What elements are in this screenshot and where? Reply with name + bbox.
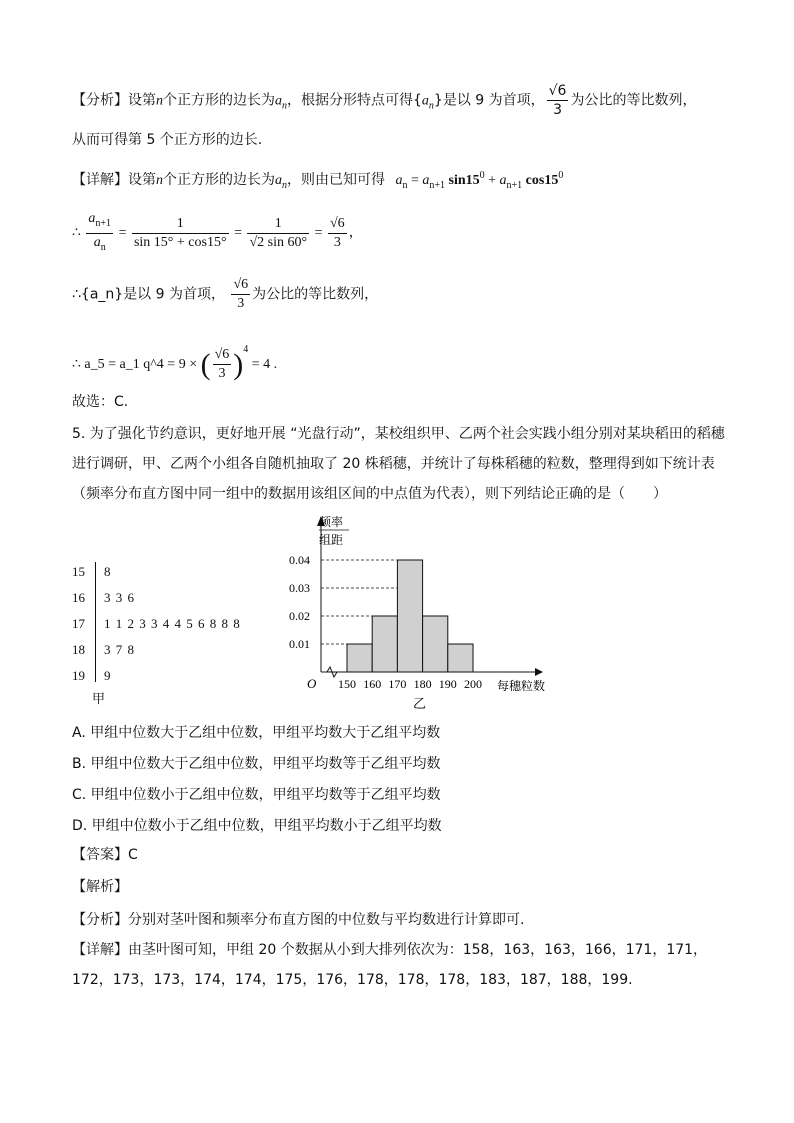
- detail4-line1: 【详解】设第n个正方形的边长为$a_n$，则由已知可得 $a_n = a_{n+1}$ $\sin 15^0 + a_{n+1}$ $\cos 15^0$: [72, 170, 564, 191]
- leaf-values: 1 1 2 3 3 4 4 5 6 8 8 8: [104, 616, 241, 631]
- x-tick-label: 180: [413, 677, 432, 691]
- histogram-bar: [397, 560, 422, 672]
- leaf-values: 9: [104, 668, 112, 683]
- choice-c[interactable]: C. 甲组中位数小于乙组中位数，甲组平均数等于乙组平均数: [72, 787, 441, 803]
- histogram-bar: [347, 644, 372, 672]
- leaf-values: 3 3 6: [104, 590, 135, 605]
- choice-b[interactable]: B. 甲组中位数大于乙组中位数，甲组平均数等于乙组平均数: [72, 756, 441, 772]
- y-tick-label: 0.02: [289, 609, 310, 623]
- analysis-label: 【分析】: [72, 92, 128, 109]
- y-tick-label: 0.04: [289, 553, 310, 567]
- ratio-fraction: $\frac{√6}{3}$: [548, 83, 567, 118]
- stem-leaf-caption: 甲: [92, 692, 106, 707]
- x-tick-label: 190: [438, 677, 457, 691]
- histogram-bar: [372, 616, 397, 672]
- leaf-values: 3 7 8: [104, 642, 135, 657]
- answer: 【答案】C: [72, 847, 138, 863]
- leaf-values: 8: [104, 564, 112, 579]
- histogram-bar: [448, 644, 473, 672]
- detail4-step3: ∴ a_5 = a_1 q^4 = 9 × ( $\frac{√6}{3}$ )$^4$ = 4 .: [72, 344, 278, 382]
- y-tick-label: 0.03: [289, 581, 310, 595]
- stem-value: 17: [72, 616, 85, 631]
- histogram-chart: [285, 512, 565, 712]
- detail4-step2: ∴{a_n}是以 9 为首项， $\frac{√6}{3}$ 为公比的等比数列，: [72, 277, 379, 311]
- q5-detail-line1: 【详解】由茎叶图可知，甲组 20 个数据从小到大排列依次为：158，163，163，166，171，171，: [72, 942, 708, 958]
- q5-analysis: 【分析】分别对茎叶图和频率分布直方图的中位数与平均数进行计算即可.: [72, 912, 525, 928]
- x-tick-label: 150: [338, 677, 356, 691]
- chart-caption: 乙: [413, 697, 427, 712]
- x-axis-label: 每穗粒数: [497, 679, 546, 693]
- y-label-bottom: 组距: [319, 533, 344, 547]
- analysis4-line2: 从而可得第 5 个正方形的边长.: [72, 132, 263, 148]
- stem-value: 18: [72, 642, 85, 657]
- stem-value: 15: [72, 564, 85, 579]
- x-tick-label: 170: [388, 677, 407, 691]
- q5-stem-line3: （频率分布直方图中同一组中的数据用该组区间的中点值为代表），则下列结论正确的是（ ）: [72, 486, 667, 502]
- stem-leaf-divider: [95, 562, 96, 682]
- detail4-answer: 故选：C.: [72, 394, 129, 410]
- y-tick-label: 0.01: [289, 637, 310, 651]
- q5-stem-line2: 进行调研，甲、乙两个小组各自随机抽取了 20 株稻穗，并统计了每株稻穗的粒数，整理得到如下统计表: [72, 456, 715, 472]
- x-tick-label: 160: [363, 677, 382, 691]
- stem-value: 19: [72, 668, 85, 683]
- histogram-bar: [423, 616, 448, 672]
- detail4-step1: ∴ $\frac{a_{n+1}}{a_n}$ = $\frac{1}{\sin 15^\circ + \cos 15^\circ}$ = $\frac{1}{√2 \sin 60^\circ}$ = $\frac{√6}{3}$ ，: [72, 211, 363, 253]
- x-tick-label: 200: [464, 677, 482, 691]
- stem-leaf-plot: [72, 560, 272, 710]
- origin-label: O: [307, 676, 317, 691]
- analysis4-line1: 【分析】设第n个正方形的边长为$a_n$，根据分形特点可得$\{a_n\}$是以 9 为首项， $\frac{√6}{3}$ 为公比的等比数列，: [72, 83, 697, 118]
- q5-detail-line2: 172，173，173，174，174，175，176，178，178，178，183，187，188，199.: [72, 972, 633, 988]
- solution-label: 【解析】: [72, 879, 128, 895]
- x-axis-arrow: [535, 668, 543, 676]
- stem-value: 16: [72, 590, 85, 605]
- choice-d[interactable]: D. 甲组中位数小于乙组中位数，甲组平均数小于乙组平均数: [72, 818, 442, 834]
- y-label-top: 频率: [319, 515, 344, 529]
- choice-a[interactable]: A. 甲组中位数大于乙组中位数，甲组平均数大于乙组平均数: [72, 725, 441, 741]
- q5-stem-line1: 5. 为了强化节约意识，更好地开展 “光盘行动”，某校组织甲、乙两个社会实践小组分别对某块稻田的稻穗: [72, 426, 725, 442]
